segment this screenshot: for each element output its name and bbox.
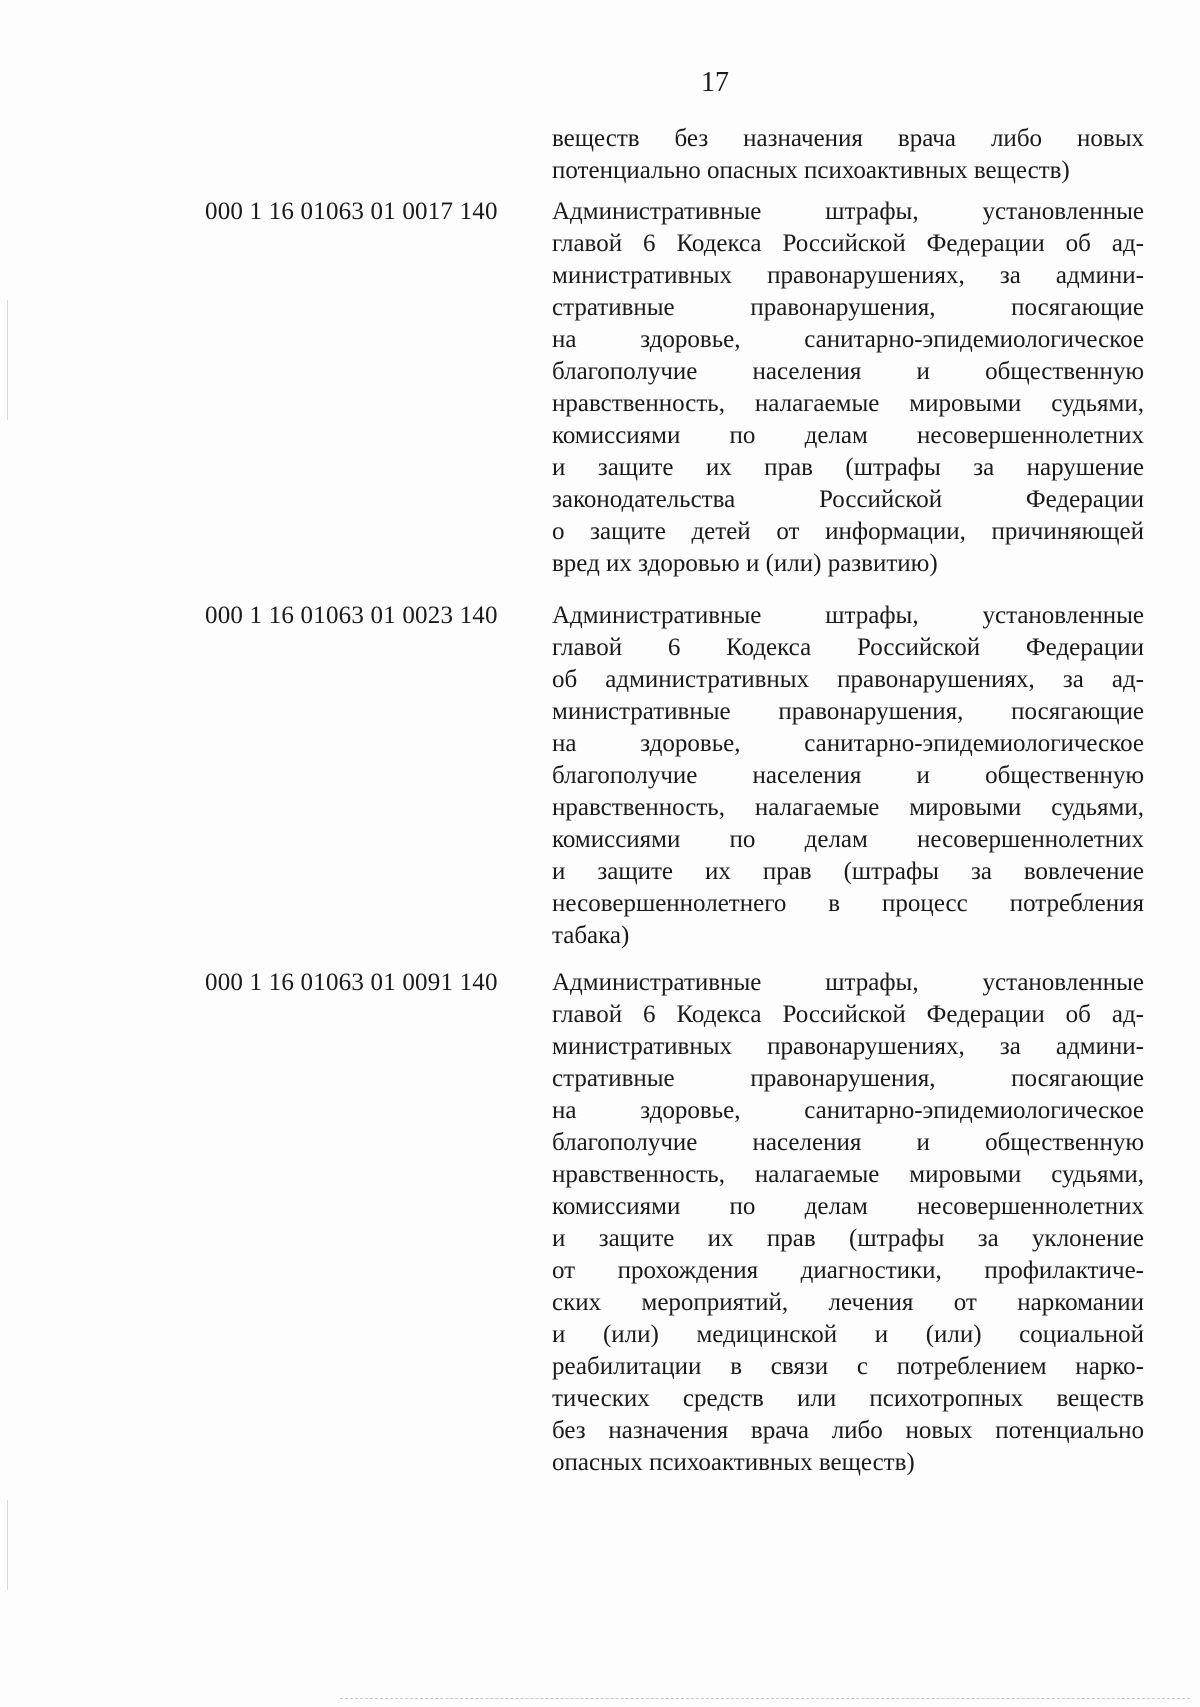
description-line: министративные правонарушения, посягающие <box>552 698 1144 725</box>
continuation-text <box>552 123 1144 187</box>
budget-classification-code: 000 1 16 01063 01 0091 140 <box>205 969 498 996</box>
description-line: несовершеннолетнего в процесс потребления <box>552 890 1144 917</box>
description-line: министративных правонарушениях, за админи- <box>552 262 1144 289</box>
description-line: благополучие населения и общественную <box>552 358 1144 385</box>
description-line: о защите детей от информации, причиняющей <box>552 518 1144 545</box>
page-number: 17 <box>701 67 729 98</box>
description-line: Административные штрафы, установленные <box>552 198 1144 225</box>
scan-bottom-edge <box>340 1698 1190 1701</box>
scan-margin-mark <box>7 300 8 420</box>
description-line: ских мероприятий, лечения от наркомании <box>552 1289 1144 1316</box>
description-line: Административные штрафы, установленные <box>552 969 1144 996</box>
description-line: нравственность, налагаемые мировыми судьями, <box>552 1161 1144 1188</box>
budget-classification-code: 000 1 16 01063 01 0023 140 <box>205 602 498 629</box>
description-line: об административных правонарушениях, за ад- <box>552 666 1144 693</box>
description-line: от прохождения диагностики, профилактиче- <box>552 1257 1144 1284</box>
description-line: на здоровье, санитарно-эпидемиологическое <box>552 1097 1144 1124</box>
description-line: без назначения врача либо новых потенциально <box>552 1417 1144 1444</box>
code-description <box>552 600 1144 952</box>
description-line: и защите их прав (штрафы за вовлечение <box>552 858 1144 885</box>
description-line: реабилитации в связи с потреблением нарко- <box>552 1353 1144 1380</box>
description-line: главой 6 Кодекса Российской Федерации <box>552 634 1144 661</box>
code-description <box>552 967 1144 1479</box>
description-line: главой 6 Кодекса Российской Федерации об ад- <box>552 230 1144 257</box>
description-line: и защите их прав (штрафы за уклонение <box>552 1225 1144 1252</box>
description-line: законодательства Российской Федерации <box>552 486 1144 513</box>
description-line: опасных психоактивных веществ) <box>552 1449 915 1476</box>
description-line: комиссиями по делам несовершеннолетних <box>552 826 1144 853</box>
description-line: и (или) медицинской и (или) социальной <box>552 1321 1144 1348</box>
description-line: министративных правонарушениях, за админи- <box>552 1033 1144 1060</box>
description-line: комиссиями по делам несовершеннолетних <box>552 1193 1144 1220</box>
description-line: нравственность, налагаемые мировыми судьями, <box>552 390 1144 417</box>
description-line: нравственность, налагаемые мировыми судьями, <box>552 794 1144 821</box>
description-line: благополучие населения и общественную <box>552 762 1144 789</box>
scan-margin-mark <box>7 1500 8 1590</box>
description-line: стративные правонарушения, посягающие <box>552 294 1144 321</box>
description-line: на здоровье, санитарно-эпидемиологическое <box>552 730 1144 757</box>
description-line: на здоровье, санитарно-эпидемиологическое <box>552 326 1144 353</box>
continuation-line: потенциально опасных психоактивных веществ) <box>552 157 1070 184</box>
description-line: табака) <box>552 922 630 949</box>
description-line: тических средств или психотропных веществ <box>552 1385 1144 1412</box>
description-line: благополучие населения и общественную <box>552 1129 1144 1156</box>
description-line: стративные правонарушения, посягающие <box>552 1065 1144 1092</box>
continuation-line: веществ без назначения врача либо новых <box>552 125 1144 152</box>
description-line: главой 6 Кодекса Российской Федерации об ад- <box>552 1001 1144 1028</box>
code-description <box>552 196 1144 580</box>
description-line: и защите их прав (штрафы за нарушение <box>552 454 1144 481</box>
description-line: комиссиями по делам несовершеннолетних <box>552 422 1144 449</box>
description-line: вред их здоровью и (или) развитию) <box>552 550 938 577</box>
description-line: Административные штрафы, установленные <box>552 602 1144 629</box>
budget-classification-code: 000 1 16 01063 01 0017 140 <box>205 198 498 225</box>
